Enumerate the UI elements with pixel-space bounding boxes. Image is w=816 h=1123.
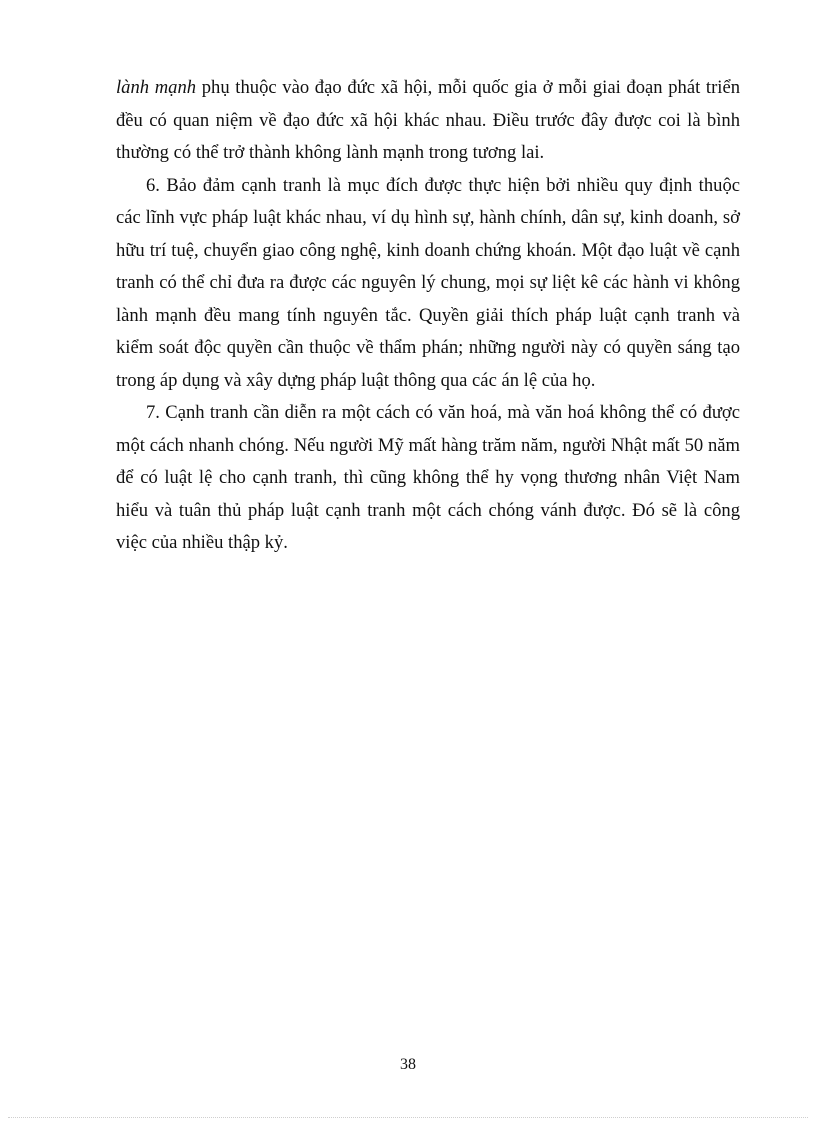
page-number: 38 bbox=[400, 1056, 416, 1073]
paragraph-continuation bbox=[116, 72, 740, 170]
italic-phrase: lành mạnh bbox=[116, 77, 197, 98]
page-bottom-border bbox=[8, 1117, 808, 1118]
paragraph-7: 7. Cạnh tranh cần diễn ra một cách có văn hoá, mà văn hoá không thể có được một cách nhanh chóng. Nếu người Mỹ mất hàng trăm năm, người Nhật mất 50 năm để có luật lệ cho cạnh tranh, thì cũng không thể hy vọng thương nhân Việt Nam hiểu và tuân thủ pháp luật cạnh tranh một cách chóng vánh được. Đó sẽ là công việc của nhiều thập kỷ. bbox=[116, 402, 740, 553]
paragraph-text: phụ thuộc vào đạo đức xã hội, mỗi quốc gia ở mỗi giai đoạn phát triển đều có quan niệm về đạo đức xã hội khác nhau. Điều trước đây được coi là bình thường có thể trở thành không lành mạnh trong tương lai. bbox=[116, 77, 740, 163]
paragraph-6: 6. Bảo đảm cạnh tranh là mục đích được thực hiện bởi nhiều quy định thuộc các lĩnh vực pháp luật khác nhau, ví dụ hình sự, hành chính, dân sự, kinh doanh, sở hữu trí tuệ, chuyển giao công nghệ, kinh doanh chứng khoán. Một đạo luật về cạnh tranh có thể chỉ đưa ra được các nguyên lý chung, mọi sự liệt kê các hành vi không lành mạnh đều mang tính nguyên tắc. Quyền giải thích pháp luật cạnh tranh và kiểm soát độc quyền cần thuộc về thẩm phán; những người này có quyền sáng tạo trong áp dụng và xây dựng pháp luật thông qua các án lệ của họ. bbox=[116, 174, 740, 391]
body-text bbox=[116, 72, 740, 560]
